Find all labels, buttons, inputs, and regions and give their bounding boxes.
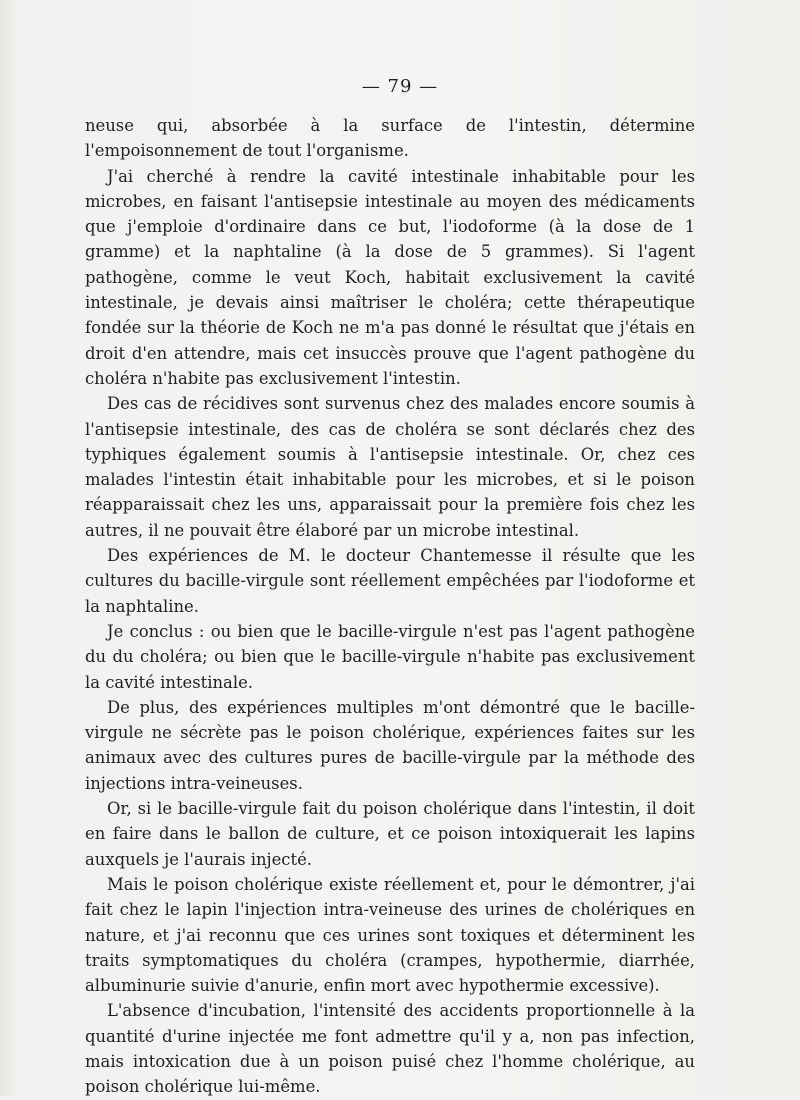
paragraph: Je conclus : ou bien que le bacille-virgule n'est pas l'agent pathogène du du choléra; ou bien que le bacille-virgule n'habite pas exclusivement la cavité intestinale. xyxy=(85,621,695,692)
paragraph: Des expériences de M. le docteur Chantemesse il résulte que les cultures du bacille-virgule sont réellement empêchées par l'iodoforme et la naphtaline. xyxy=(85,546,695,616)
paragraph: L'absence d'incubation, l'intensité des accidents proportionnelle à la quantité d'urine injectée me font admettre qu'il y a, non pas infection, mais intoxication due à un poison puisé chez l'homme cholérique, au poison cholérique lui-même. xyxy=(85,1001,695,1097)
paragraph: Des cas de récidives sont survenus chez des malades encore soumis à l'antisepsie intestinale, des cas de choléra se sont déclarés chez des typhiques également soumis à l'antisepsie intestinale. Or, chez ces malades l'intestin était inhabitable pour les microbes, et si le poison réapparaissait chez les uns, apparaissait pour la première fois chez les autres, il ne pouvait être élaboré par un microbe intestinal. xyxy=(85,394,695,540)
paragraph: J'ai cherché à rendre la cavité intestinale inhabitable pour les microbes, en faisant l'antisepsie intestinale au moyen des médicaments que j'emploie d'ordinaire dans ce but, l'iodoforme (à la dose de 1 gramme) et la naphtaline (à la dose de 5 grammes). Si l'agent pathogène, comme le veut Koch, habitait exclusivement la cavité intestinale, je devais ainsi maîtriser le choléra; cette thérapeutique fondée sur la théorie de Koch ne m'a pas donné le résultat que j'étais en droit d'en attendre, mais cet insuccès prouve que l'agent pathogène du choléra n'habite pas exclusivement l'intestin. xyxy=(85,166,695,388)
paragraph: Mais le poison cholérique existe réellement et, pour le démontrer, j'ai fait chez le lapin l'injection intra-veineuse des urines de cholériques en nature, et j'ai reconnu que ces urines sont toxiques et déterminent les traits symptomatiques du choléra (crampes, hypothermie, diarrhée, albuminurie suivie d'anurie, enfin mort avec hypothermie excessive). xyxy=(85,874,695,996)
body-text xyxy=(85,113,695,1100)
paragraph: De plus, des expériences multiples m'ont démontré que le bacille-virgule ne sécrète pas le poison cholérique, expériences faites sur les animaux avec des cultures pures de bacille-virgule par la méthode des injections intra-veineuses. xyxy=(85,697,695,793)
paragraph: Or, si le bacille-virgule fait du poison cholérique dans l'intestin, il doit en faire dans le ballon de culture, et ce poison intoxiquerait les lapins auxquels je l'aurais injecté. xyxy=(85,799,695,869)
page-number: — 79 — xyxy=(361,76,439,97)
paragraph-continued: neuse qui, absorbée à la surface de l'intestin, détermine l'empoisonnement de tout l'organisme. xyxy=(85,116,695,161)
